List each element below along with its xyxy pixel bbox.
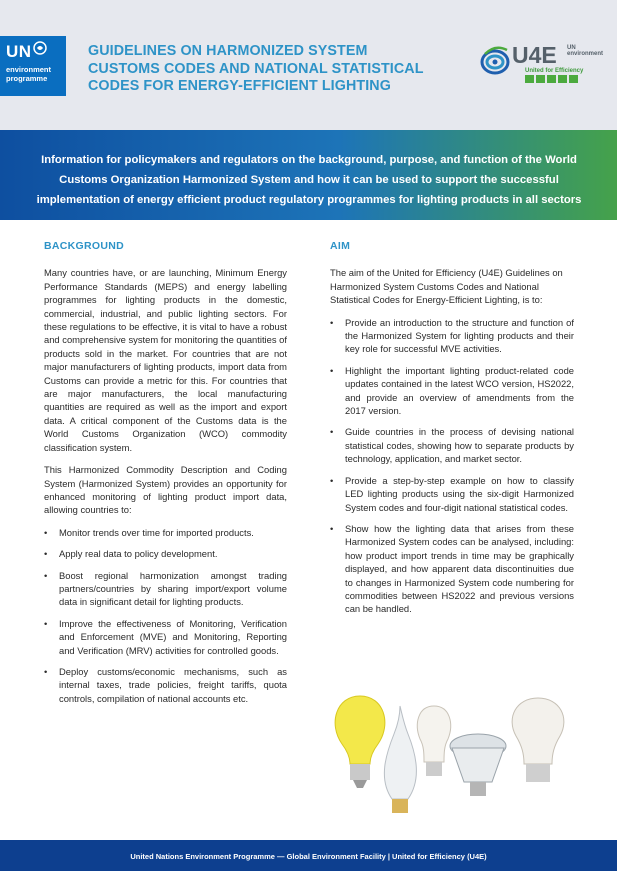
list-item: • Show how the lighting data that arises from these Harmonized System codes can be analysed, including: how product import trends in time may be graphically displayed, and how apparent data discontinuities due to changes in Harmonized System code numbering for commodities between HS2022 and previous versions can be handled. <box>330 522 574 616</box>
lighting-icon <box>525 75 534 83</box>
u4e-un-label <box>567 45 603 57</box>
list-item: • Improve the effectiveness of Monitoring, Verification and Enforcement (MVE) and Monitoring, Reporting and Verification (MRV) activities for controlled goods. <box>44 617 287 657</box>
aim-bullet-list <box>330 316 574 616</box>
u4e-swirl-icon <box>480 42 512 76</box>
title-line: CUSTOMS CODES AND NATIONAL STATISTICAL <box>88 60 424 77</box>
page-title <box>88 43 488 96</box>
title-line: CODES FOR ENERGY-EFFICIENT LIGHTING <box>88 78 391 94</box>
appliance-icon <box>536 75 545 83</box>
u4e-un-line: environment <box>567 51 604 57</box>
logo-un-text: UN <box>6 42 32 61</box>
light-bulbs-image <box>330 684 580 824</box>
list-item: • Apply real data to policy development. <box>44 547 287 560</box>
ac-icon <box>547 75 556 83</box>
list-item: • Highlight the important lighting product-related code updates contained in the latest WCO version, HS2022, and provide an overview of amendments from the 2017 version. <box>330 364 574 418</box>
logo-line-1: environment <box>6 65 52 74</box>
candle-bulb-icon <box>384 706 416 813</box>
clear-bulb-icon <box>512 698 564 782</box>
yellow-bulb-icon <box>335 696 385 788</box>
unep-logo <box>0 36 66 96</box>
background-heading: BACKGROUND <box>44 240 124 252</box>
background-section <box>44 240 287 713</box>
aim-heading: AIM <box>330 240 351 252</box>
u4e-tagline: United for Efficiency <box>525 68 584 74</box>
intro-banner-text: Information for policymakers and regulators on the background, purpose, and function of the World Customs Organization Harmonized System and how it can be used to support the successful implementation of energy efficient product regulatory programmes for lighting products in all sectors <box>36 154 582 206</box>
list-item: • Boost regional harmonization amongst trading partners/countries by sharing import/export volume data in significant detail for lighting products. <box>44 569 287 609</box>
u4e-un-line: UN <box>567 45 576 51</box>
background-paragraph: Many countries have, or are launching, Minimum Energy Performance Standards (MEPS) and energy labelling programmes for lighting products in the domestic, commercial, industrial, and public lighting sectors. For these regulations to be effective, it is vital to have a robust and comprehensive system for monitoring the quantities of products sold in the market. For countries that are not major manufacturers of lighting products, import data from Customs can provide a metric for this. For countries that are major manufacturers, the local manufacturing quantities are required as well as the import and export data. A critical component of the Customs data is the World Customs Organization (WCO) commodity classification system. <box>44 267 287 453</box>
list-item: • Provide an introduction to the structure and function of the Harmonized System for lighting products and their key role for successful MVE activities. <box>330 316 574 356</box>
transformer-icon <box>569 75 578 83</box>
aim-intro: The aim of the United for Efficiency (U4E) Guidelines on Harmonized System Customs Codes and National Statistical Codes for Energy-Efficient Lighting, is to: <box>330 267 563 306</box>
background-bullet-list <box>44 526 287 705</box>
spot-bulb-icon <box>450 734 506 796</box>
u4e-logo <box>480 42 604 92</box>
u4e-name: U4E <box>512 42 557 68</box>
footer-text: United Nations Environment Programme — Global Environment Facility | United for Efficiency (U4E) <box>130 852 487 861</box>
list-item: • Monitor trends over time for imported products. <box>44 526 287 539</box>
list-item: • Guide countries in the process of devising national statistical codes, showing how to separate products by technology, application, and market sector. <box>330 425 574 465</box>
globe-icon <box>33 41 47 55</box>
filament-bulb-icon <box>417 706 450 776</box>
background-paragraph: This Harmonized Commodity Description and Coding System (Harmonized System) provides an opportunity for enhanced monitoring of lighting product import data, allowing countries to: <box>44 464 287 516</box>
aim-section <box>330 240 574 624</box>
u4e-product-icons <box>525 75 578 83</box>
list-item: • Deploy customs/economic mechanisms, such as internal taxes, trade policies, freight tariffs, quota controls, compilation of national accounts etc. <box>44 665 287 705</box>
list-item: • Provide a step-by-step example on how to classify LED lighting products using the six-digit Harmonized System codes and four-digit national statistical codes. <box>330 474 574 514</box>
title-line: GUIDELINES ON HARMONIZED SYSTEM <box>88 43 368 59</box>
logo-line-2: programme <box>6 74 48 83</box>
motor-icon <box>558 75 567 83</box>
